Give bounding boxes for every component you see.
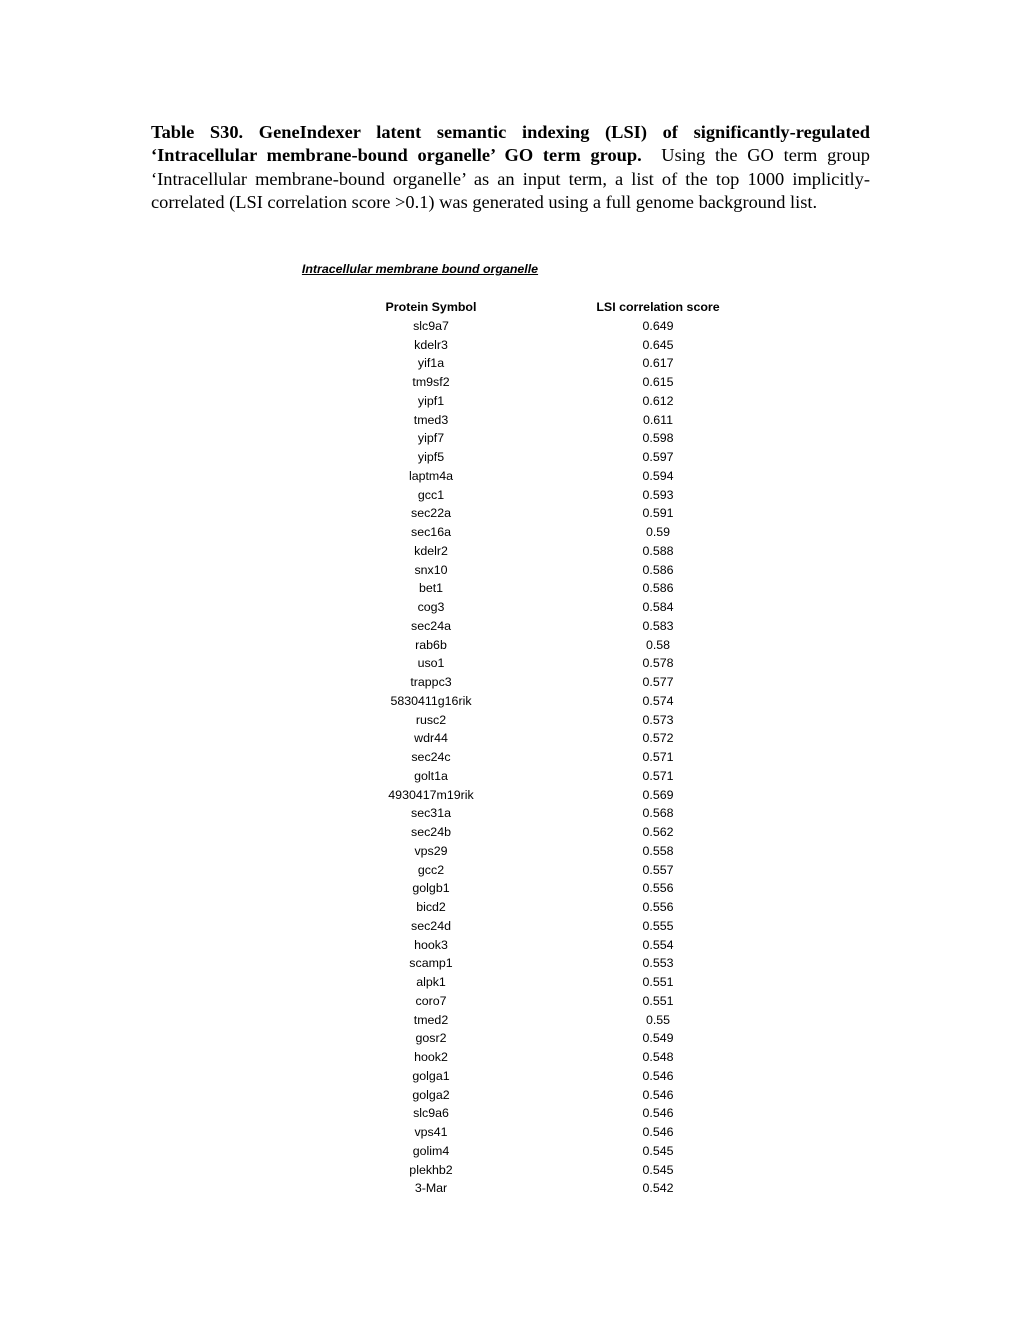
protein-symbol-cell: plekhb2	[409, 1162, 453, 1177]
table-row	[0, 692, 1020, 711]
protein-symbol-cell: trappc3	[410, 675, 452, 689]
lsi-score-cell: 0.591	[642, 506, 674, 521]
protein-symbol-cell: yipf1	[417, 393, 445, 408]
table-row	[0, 973, 1020, 992]
data-table	[0, 298, 1020, 1198]
lsi-score-cell: 0.554	[642, 937, 674, 952]
lsi-score-cell: 0.558	[642, 843, 674, 858]
table-row	[0, 523, 1020, 542]
protein-symbol-cell: vps41	[414, 1125, 448, 1139]
table-row	[0, 429, 1020, 448]
protein-symbol-cell: sec22a	[411, 506, 451, 521]
protein-symbol-cell: yipf5	[417, 450, 445, 464]
lsi-score-cell: 0.556	[642, 900, 674, 914]
lsi-score-cell: 0.551	[642, 975, 674, 989]
protein-symbol-cell: wdr44	[414, 731, 448, 746]
lsi-score-cell: 0.578	[642, 656, 674, 671]
lsi-score-cell: 0.577	[642, 675, 674, 689]
table-row	[0, 579, 1020, 598]
protein-symbol-cell: 4930417m19rik	[388, 787, 474, 802]
lsi-score-cell: 0.546	[642, 1106, 674, 1121]
lsi-score-cell: 0.548	[642, 1050, 674, 1064]
lsi-score-cell: 0.593	[642, 487, 674, 502]
protein-symbol-cell: alpk1	[416, 975, 446, 989]
table-row	[0, 729, 1020, 748]
lsi-score-cell: 0.586	[642, 581, 674, 596]
protein-symbol-cell: sec24c	[411, 750, 451, 764]
table-row	[0, 1029, 1020, 1048]
table-row	[0, 1086, 1020, 1105]
lsi-score-cell: 0.545	[642, 1162, 674, 1177]
table-header-row	[0, 298, 1020, 317]
lsi-score-cell: 0.571	[642, 768, 674, 783]
table-row	[0, 992, 1020, 1011]
lsi-score-cell: 0.615	[642, 375, 674, 389]
protein-symbol-cell: uso1	[417, 656, 445, 671]
protein-symbol-cell: golt1a	[414, 768, 448, 783]
table-row	[0, 467, 1020, 486]
protein-symbol-cell: bet1	[418, 581, 444, 596]
table-row	[0, 392, 1020, 411]
protein-symbol-cell: bicd2	[416, 900, 446, 914]
lsi-score-cell: 0.59	[645, 525, 671, 539]
table-row	[0, 1011, 1020, 1030]
lsi-score-cell: 0.551	[642, 993, 674, 1008]
table-row	[0, 373, 1020, 392]
lsi-score-cell: 0.58	[645, 637, 671, 652]
protein-symbol-cell: cog3	[417, 600, 445, 614]
protein-symbol-cell: kdelr2	[414, 543, 448, 558]
column-header-protein-symbol: Protein Symbol	[385, 300, 477, 314]
protein-symbol-cell: 5830411g16rik	[390, 693, 472, 708]
table-row	[0, 504, 1020, 523]
protein-symbol-cell: 3-Mar	[414, 1181, 448, 1196]
protein-symbol-cell: slc9a6	[413, 1106, 449, 1121]
protein-symbol-cell: tmed3	[413, 412, 449, 427]
table-row	[0, 1048, 1020, 1067]
lsi-score-cell: 0.568	[642, 806, 674, 821]
lsi-score-cell: 0.572	[642, 731, 674, 746]
lsi-score-cell: 0.617	[642, 356, 674, 371]
table-row	[0, 673, 1020, 692]
table-row	[0, 823, 1020, 842]
protein-symbol-cell: gcc2	[417, 862, 445, 877]
protein-symbol-cell: tm9sf2	[412, 375, 450, 389]
protein-symbol-cell: scamp1	[409, 956, 453, 971]
protein-symbol-cell: sec16a	[411, 525, 451, 539]
caption-lead: Table S30. GeneIndexer latent semantic indexing (LSI) of significantly-regulated ‘Intracellular membrane-bound organelle’ GO term group.	[151, 122, 870, 166]
protein-symbol-cell: snx10	[414, 562, 448, 577]
lsi-score-cell: 0.594	[642, 468, 674, 483]
table-row	[0, 336, 1020, 355]
protein-symbol-cell: sec31a	[411, 806, 451, 821]
lsi-score-cell: 0.555	[642, 918, 674, 933]
lsi-score-cell: 0.597	[642, 450, 674, 464]
table-row	[0, 936, 1020, 955]
table-row	[0, 767, 1020, 786]
lsi-score-cell: 0.553	[642, 956, 674, 971]
protein-symbol-cell: laptm4a	[408, 468, 454, 483]
table-row	[0, 1142, 1020, 1161]
table-row	[0, 1161, 1020, 1180]
lsi-score-cell: 0.649	[642, 318, 674, 333]
table-row	[0, 598, 1020, 617]
table-row	[0, 561, 1020, 580]
lsi-score-cell: 0.645	[642, 337, 674, 352]
protein-symbol-cell: gosr2	[415, 1031, 447, 1046]
table-subtitle: Intracellular membrane bound organelle	[301, 262, 539, 276]
lsi-score-cell: 0.583	[642, 618, 674, 633]
table-row	[0, 317, 1020, 336]
lsi-score-cell: 0.584	[642, 600, 674, 614]
table-caption	[151, 121, 870, 214]
table-row	[0, 354, 1020, 373]
lsi-score-cell: 0.546	[642, 1125, 674, 1139]
table-row	[0, 654, 1020, 673]
protein-symbol-cell: hook3	[414, 937, 448, 952]
lsi-score-cell: 0.586	[642, 562, 674, 577]
table-row	[0, 411, 1020, 430]
protein-symbol-cell: tmed2	[413, 1012, 449, 1027]
table-row	[0, 954, 1020, 973]
table-row	[0, 711, 1020, 730]
table-row	[0, 748, 1020, 767]
protein-symbol-cell: kdelr3	[414, 337, 448, 352]
lsi-score-cell: 0.545	[642, 1143, 674, 1158]
lsi-score-cell: 0.612	[642, 393, 674, 408]
table-row	[0, 786, 1020, 805]
lsi-score-cell: 0.571	[642, 750, 674, 764]
caption-body: Using the GO term group ‘Intracellular membrane-bound organelle’ as an input term, a list of the top 1000 implicitly-correlated (LSI correlation score >0.1) was generated using a full genome background list.	[151, 145, 870, 212]
lsi-score-cell: 0.588	[642, 543, 674, 558]
table-row	[0, 917, 1020, 936]
table-row	[0, 861, 1020, 880]
protein-symbol-cell: hook2	[414, 1050, 448, 1064]
table-row	[0, 617, 1020, 636]
protein-symbol-cell: sec24b	[411, 825, 451, 839]
lsi-score-cell: 0.546	[642, 1068, 674, 1083]
lsi-score-cell: 0.611	[642, 412, 674, 427]
lsi-score-cell: 0.542	[642, 1181, 674, 1196]
protein-symbol-cell: yif1a	[417, 356, 445, 371]
table-row	[0, 636, 1020, 655]
lsi-score-cell: 0.546	[642, 1087, 674, 1102]
lsi-score-cell: 0.573	[642, 712, 674, 727]
table-row	[0, 448, 1020, 467]
table-row	[0, 804, 1020, 823]
table-row	[0, 1104, 1020, 1123]
protein-symbol-cell: golga2	[412, 1087, 450, 1102]
protein-symbol-cell: golim4	[412, 1143, 450, 1158]
protein-symbol-cell: vps29	[414, 843, 448, 858]
table-row	[0, 1067, 1020, 1086]
table-row	[0, 1179, 1020, 1198]
lsi-score-cell: 0.55	[645, 1012, 671, 1027]
protein-symbol-cell: gcc1	[417, 487, 445, 502]
protein-symbol-cell: coro7	[415, 993, 447, 1008]
lsi-score-cell: 0.549	[642, 1031, 674, 1046]
lsi-score-cell: 0.557	[642, 862, 674, 877]
lsi-score-cell: 0.598	[642, 431, 674, 446]
table-row	[0, 842, 1020, 861]
lsi-score-cell: 0.556	[642, 881, 674, 896]
protein-symbol-cell: rusc2	[415, 712, 447, 727]
protein-symbol-cell: sec24d	[411, 918, 451, 933]
protein-symbol-cell: rab6b	[415, 637, 447, 652]
protein-symbol-cell: yipf7	[417, 431, 445, 446]
protein-symbol-cell: slc9a7	[413, 318, 449, 333]
lsi-score-cell: 0.562	[642, 825, 674, 839]
table-row	[0, 542, 1020, 561]
lsi-score-cell: 0.574	[642, 693, 674, 708]
table-row	[0, 486, 1020, 505]
lsi-score-cell: 0.569	[642, 787, 674, 802]
protein-symbol-cell: sec24a	[411, 618, 451, 633]
protein-symbol-cell: golga1	[412, 1068, 450, 1083]
protein-symbol-cell: golgb1	[412, 881, 450, 896]
table-row	[0, 879, 1020, 898]
table-row	[0, 1123, 1020, 1142]
table-row	[0, 898, 1020, 917]
column-header-lsi-score: LSI correlation score	[596, 300, 720, 314]
